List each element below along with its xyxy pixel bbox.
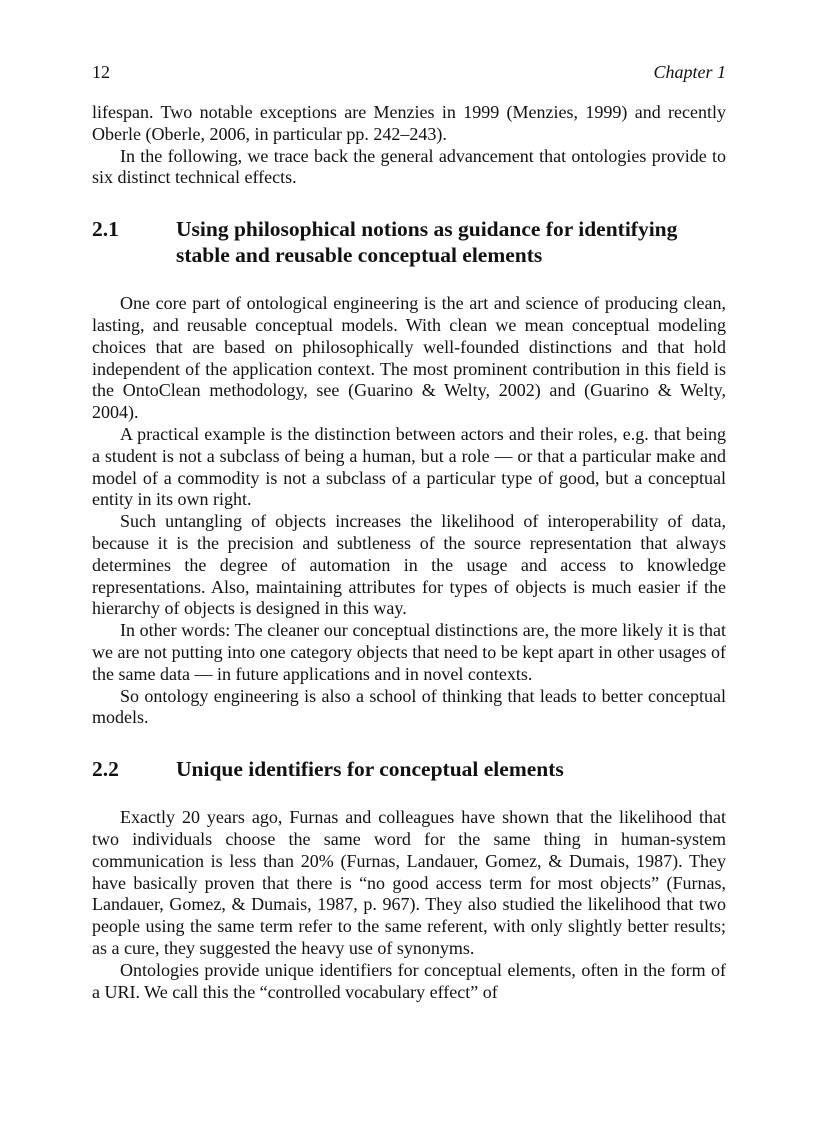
paragraph: A practical example is the distinction between actors and their roles, e.g. that being a student is not a subclass of being a human, but a role — or that a particular make and model of a commodity is not a subclass of a particular type of good, but a conceptual entity in its own right. <box>92 423 726 510</box>
section-number: 2.2 <box>92 757 119 782</box>
section-body <box>92 293 726 729</box>
paragraph: lifespan. Two notable exceptions are Menzies in 1999 (Menzies, 1999) and recently Oberle (Oberle, 2006, in particular pp. 242–243). <box>92 102 726 144</box>
paragraph: In other words: The cleaner our conceptual distinctions are, the more likely it is that we are not putting into one category objects that need to be kept apart in other usages of the same data — in future applications and in novel contexts. <box>92 620 726 684</box>
section-heading <box>92 216 726 268</box>
section-body <box>92 807 726 1003</box>
paragraph: Ontologies provide unique identifiers for conceptual elements, often in the form of a URI. We call this the “controlled vocabulary effect” of <box>92 959 726 1002</box>
paragraph: In the following, we trace back the general advancement that ontologies provide to six distinct technical effects. <box>92 145 726 188</box>
paragraph: Exactly 20 years ago, Furnas and colleagues have shown that the likelihood that two individuals choose the same word for the same thing in human-system communication is less than 20% (Furnas, Landauer, Gomez, & Dumais, 1987). They have basically proven that there is “no good access term for most objects” (Furnas, Landauer, Gomez, & Dumais, 1987, p. 967). They also studied the likelihood that two people using the same term refer to the same referent, with only slightly better results; as a cure, they suggested the heavy use of synonyms. <box>92 807 726 958</box>
page-number: 12 <box>92 62 110 82</box>
section-title: Using philosophical notions as guidance for identifying stable and reusable conceptual elements <box>176 217 678 268</box>
book-page <box>92 60 726 1003</box>
paragraph: One core part of ontological engineering is the art and science of producing clean, lasting, and reusable conceptual models. With clean we mean conceptual modeling choices that are based on philosophically well-founded distinctions and that hold independent of the application context. The most prominent contribution in this field is the OntoClean methodology, see (Guarino & Welty, 2002) and (Guarino & Welty, 2004). <box>92 293 726 423</box>
section-title: Unique identifiers for conceptual elements <box>176 757 564 782</box>
intro-text <box>92 102 726 189</box>
section-heading <box>92 756 726 782</box>
chapter-label: Chapter 1 <box>653 62 726 82</box>
paragraph: So ontology engineering is also a school of thinking that leads to better conceptual models. <box>92 685 726 728</box>
section-number: 2.1 <box>92 217 119 242</box>
running-head <box>92 60 726 84</box>
paragraph: Such untangling of objects increases the likelihood of interoperability of data, because it is the precision and subtleness of the source representation that always determines the degree of automation in the usage and access to knowledge representations. Also, maintaining attributes for types of objects is much easier if the hierarchy of objects is designed in this way. <box>92 511 726 619</box>
